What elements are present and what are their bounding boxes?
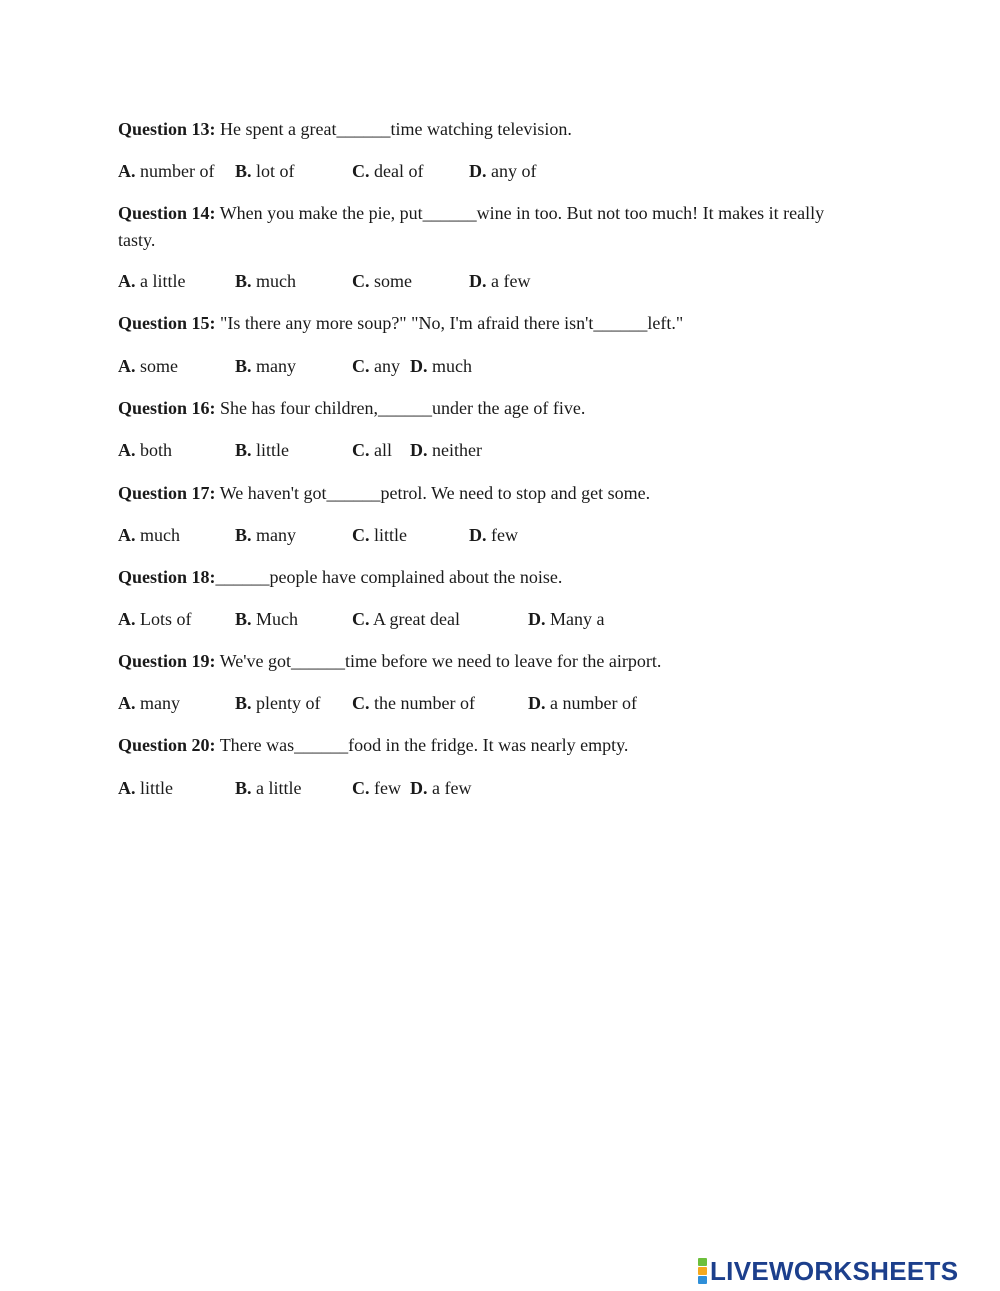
- question-text: ______people have complained about the noise.: [215, 567, 563, 587]
- logo-square-orange: [698, 1267, 707, 1275]
- question-label: Question 19:: [118, 651, 216, 671]
- question-text: She has four children,______under the age of five.: [215, 398, 586, 418]
- logo-text: LIVEWORKSHEETS: [710, 1255, 959, 1286]
- question-text: We haven't got______petrol. We need to stop and get some.: [215, 483, 651, 503]
- option-c[interactable]: C. all: [352, 440, 392, 460]
- logo-square-blue: [698, 1276, 707, 1284]
- question-14: [118, 200, 848, 254]
- option-d[interactable]: D. a few: [410, 778, 472, 798]
- question-label: Question 16:: [118, 398, 216, 418]
- question-label: Question 13:: [118, 119, 216, 139]
- option-b[interactable]: B. plenty of: [235, 693, 321, 713]
- question-16: [118, 395, 848, 422]
- logo-square-green: [698, 1258, 707, 1266]
- question-13: [118, 116, 848, 143]
- option-a[interactable]: A. little: [118, 778, 173, 798]
- option-b[interactable]: B. little: [235, 440, 290, 460]
- option-b[interactable]: B. a little: [235, 778, 302, 798]
- option-b[interactable]: B. lot of: [235, 161, 295, 181]
- option-c[interactable]: C. few: [352, 778, 401, 798]
- option-b[interactable]: B. much: [235, 271, 297, 291]
- question-18: [118, 564, 848, 591]
- option-d[interactable]: D. much: [410, 356, 472, 376]
- option-d[interactable]: D. neither: [410, 440, 482, 460]
- option-d[interactable]: D. Many a: [528, 609, 605, 629]
- question-text: "Is there any more soup?" "No, I'm afraid there isn't______left.": [215, 313, 684, 333]
- option-c[interactable]: C. some: [352, 271, 412, 291]
- option-b[interactable]: B. many: [235, 525, 297, 545]
- question-text: We've got______time before we need to leave for the airport.: [215, 651, 662, 671]
- option-c[interactable]: C. the number of: [352, 693, 475, 713]
- liveworksheets-logo[interactable]: [698, 1256, 958, 1286]
- option-a[interactable]: A. some: [118, 356, 178, 376]
- question-label: Question 14:: [118, 203, 216, 223]
- option-a[interactable]: A. both: [118, 440, 173, 460]
- question-text: He spent a great______time watching television.: [215, 119, 572, 139]
- option-a[interactable]: A. much: [118, 525, 180, 545]
- option-d[interactable]: D. any of: [469, 161, 537, 181]
- option-d[interactable]: D. few: [469, 525, 518, 545]
- question-15: [118, 310, 848, 337]
- question-text: When you make the pie, put______wine in too. But not too much! It makes it really tasty.: [118, 203, 825, 250]
- question-label: Question 17:: [118, 483, 216, 503]
- question-19: [118, 648, 848, 675]
- option-c[interactable]: C. deal of: [352, 161, 424, 181]
- question-20: [118, 732, 848, 759]
- question-label: Question 20:: [118, 735, 216, 755]
- option-c[interactable]: C. A great deal: [352, 609, 460, 629]
- question-text: There was______food in the fridge. It was nearly empty.: [215, 735, 629, 755]
- option-a[interactable]: A. number of: [118, 161, 215, 181]
- option-c[interactable]: C. little: [352, 525, 407, 545]
- logo-squares-icon: [698, 1258, 707, 1284]
- question-label: Question 15:: [118, 313, 216, 333]
- option-a[interactable]: A. a little: [118, 271, 186, 291]
- option-b[interactable]: B. many: [235, 356, 297, 376]
- option-c[interactable]: C. any: [352, 356, 400, 376]
- option-a[interactable]: A. many: [118, 693, 180, 713]
- option-a[interactable]: A. Lots of: [118, 609, 192, 629]
- option-d[interactable]: D. a few: [469, 271, 531, 291]
- question-label: Question 18:: [118, 567, 216, 587]
- option-d[interactable]: D. a number of: [528, 693, 637, 713]
- option-b[interactable]: B. Much: [235, 609, 299, 629]
- question-17: [118, 480, 848, 507]
